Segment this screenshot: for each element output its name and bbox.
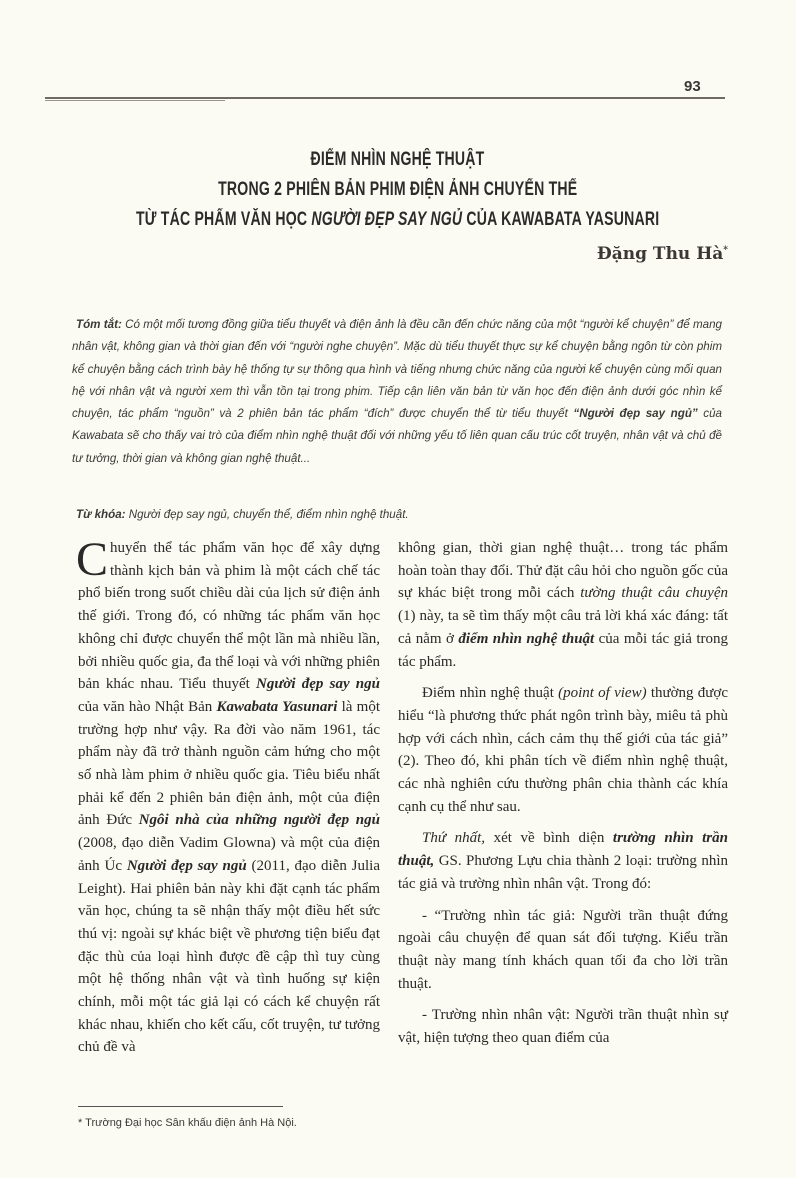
title-book-name: NGƯỜI ĐẸP SAY NGỦ [311,209,463,230]
paragraph-text: Điểm nhìn nghệ thuật [422,685,559,702]
emphasized-text: Thứ nhất, [422,830,486,847]
emphasized-text: Ngôi nhà của những người đẹp ngủ [138,812,380,829]
paragraph-text: - Trường nhìn nhân vật: Người trần thuật nhìn sự vật, hiện tượng theo quan điểm của [398,1007,728,1047]
paragraph-text: (2008, đạo diễn Vadim Glowna) và một của điện ảnh Úc [78,835,380,874]
abstract [72,314,722,470]
body-paragraph [398,905,728,996]
emphasized-text: Người đẹp say ngủ [256,676,380,693]
author-footnote-mark: * [723,245,728,256]
paragraph-text: là một trường hợp như vậy. Ra đời vào năm 1961, tác phẩm này đã trở thành nguồn cảm hứng cho một số nhà làm phim ở nhiều quốc gia. Tiêu biểu nhất phải kể đến 2 phiên bản điện ảnh, một của điện ảnh Đức [78,698,381,829]
title-line-2: TRONG 2 PHIÊN BẢN PHIM ĐIỆN ẢNH CHUYỂN THỂ [218,179,578,200]
footnote-mark: * [78,1117,83,1129]
paragraph-text: huyển thể tác phẩm văn học để xây dựng thành kịch bản và phim là một cách chế tác phổ biến trong suốt chiều dài của lịch sử điện ảnh thế giới. Trong đó, có những tác phẩm văn học không chỉ được chuyển thể một lần mà nhiều lần, bởi nhiều quốc gia, đa thể loại và với những phiên bản khác nhau. Tiểu thuyết [78,540,380,693]
abstract-text-2: của Kawabata sẽ cho thấy vai trò của điểm nhìn nghệ thuật đối với những yếu tố liên quan cấu trúc cốt truyện, nhân vật và chủ đề tư tưởng, thời gian và không gian nghệ thuật... [72,407,722,465]
keywords-text: Người đẹp say ngủ, chuyển thể, điểm nhìn nghệ thuật. [125,508,409,521]
body-column-right [398,537,728,1059]
paragraph-text: GS. Phương Lựu chia thành 2 loại: trường nhìn tác giả và trường nhìn nhân vật. Trong đó: [398,853,728,892]
article-title [0,145,796,235]
title-line-3-suffix: CỦA KAWABATA YASUNARI [462,209,660,230]
header-rule [45,97,725,99]
keywords [76,508,409,521]
abstract-text-1: Có một mối tương đồng giữa tiểu thuyết và điện ảnh là đều cần đến chức năng của một “người kể chuyện” để mang nhân vật, không gian và thời gian đến với “người nghe chuyện”. Mặc dù tiểu thuyết thực sự kể chuyện bằng ngôn từ còn phim kể chuyện bằng cách trình bày hệ thống tự sự thông qua hình và tiếng nhưng chức năng của người kể chuyện cùng mối quan hệ với nhân vật và người xem thì vẫn tồn tại trong phim. Tiếp cận liên văn bản từ văn học đến điện ảnh dưới góc nhìn kể chuyện, tác phẩm “nguồn” và 2 phiên bản tác phẩm “đích” được chuyển thể từ tiểu thuyết [72,318,722,421]
emphasized-text: trường nhìn trần thuật, [398,830,728,870]
paragraph-text: thường được hiểu “là phương thức phát ngôn trình bày, miêu tả phù hợp với cách nhìn, cách cảm thụ thế giới của tác giả” (2). Theo đó, khi phân tích về điểm nhìn nghệ thuật, các nhà nghiên cứu thường phân chia thành các khía cạnh cụ thể như sau. [398,685,729,815]
footnote-text: Trường Đại học Sân khấu điện ảnh Hà Nội. [82,1117,297,1129]
drop-cap: C [76,533,109,586]
paragraph-text: (2011, đạo diễn Julia Leight). Hai phiên bản này khi đặt cạnh tác phẩm văn học, chúng ta sẽ nhận thấy một điều hết sức thú vị: ngoài sự khác biệt về phương tiện biểu đạt đặc thù của loại hình được đề cập thì tuy cùng một hệ thống nhân vật và tình huống sự kiện chính, mỗi một tác giả lại có cách kể chuyện rất khác nhau, khiến cho kết cấu, cốt truyện, tư tưởng chủ đề và [78,857,380,1056]
body-paragraph [398,827,728,895]
body-paragraph [398,682,728,818]
keywords-label: Từ khóa: [76,508,126,521]
abstract-book-title: “Người đẹp say ngủ” [573,407,698,421]
body-paragraph [398,537,728,673]
paragraph-text: của mỗi tác giả trong tác phẩm. [398,630,728,670]
paragraph-text: của văn hào Nhật Bản [78,698,217,715]
author [597,244,728,264]
body-column-left [76,533,381,1068]
body-paragraph [76,533,381,1059]
header-rule-accent [45,100,225,101]
emphasized-text: tường thuật câu chuyện [580,585,728,602]
paragraph-text: (1) này, ta sẽ tìm thấy một câu trả lời khá xác đáng: tất cả nằm ở [398,608,728,647]
paragraph-text: xét về bình diện [485,830,613,847]
abstract-label: Tóm tắt: [76,318,122,331]
paragraph-text: - “Trường nhìn tác giả: Người trần thuật đứng ngoài câu chuyện để quan sát đối tượng. Kiểu trần thuật này mang tính khách quan tối đa cho lời trần thuật. [398,907,728,992]
emphasized-text: Người đẹp say ngủ [126,857,247,874]
body-paragraph [398,1004,728,1049]
emphasized-text: (point of view) [558,685,647,702]
page-number: 93 [684,78,701,95]
paragraph-text: không gian, thời gian nghệ thuật… trong tác phẩm hoàn toàn thay đổi. Thử đặt câu hỏi cho nguồn gốc của sự khác biệt trong mỗi cách [398,540,728,602]
emphasized-text: điểm nhìn nghệ thuật [458,630,595,647]
author-name: Đặng Thu Hà [596,244,724,264]
footnote [78,1117,297,1129]
title-line-1: ĐIỂM NHÌN NGHỆ THUẬT [311,149,485,170]
title-line-3-prefix: TỪ TÁC PHẨM VĂN HỌC [136,209,312,230]
footnote-rule [78,1106,283,1107]
title-line-3 [136,205,659,235]
emphasized-text: Kawabata Yasunari [216,698,338,715]
